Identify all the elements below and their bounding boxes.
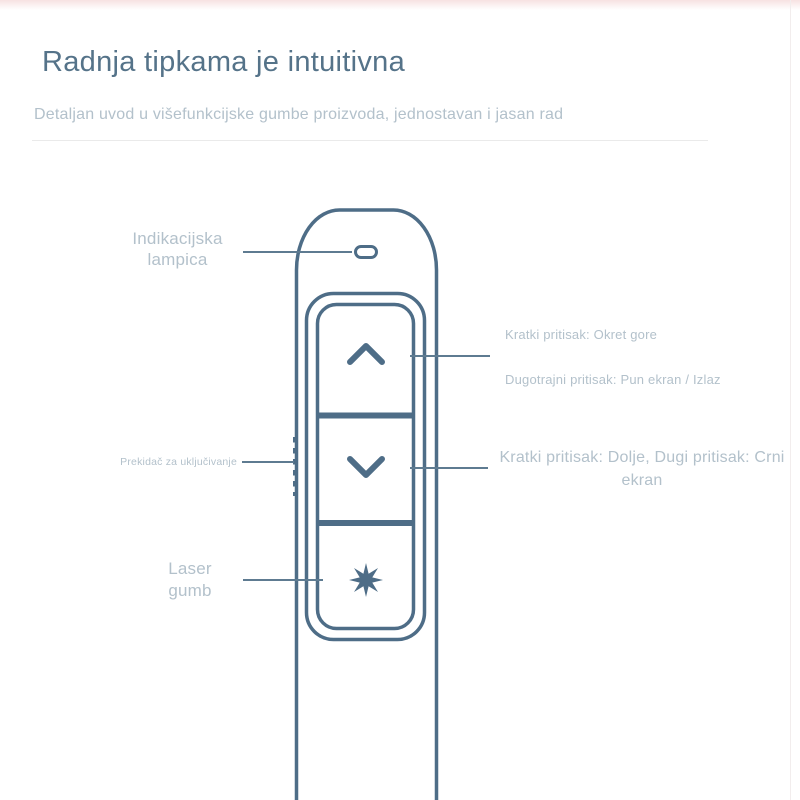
indicator-light-oval: [356, 247, 377, 258]
starburst-icon: [349, 563, 383, 597]
laser-button-label: Laser gumb: [168, 559, 212, 600]
chevron-down-icon: [350, 459, 382, 475]
down-button-label: Kratki pritisak: Dolje, Dugi pritisak: Crni ekran: [499, 449, 785, 489]
up-button-short-press-label: Kratki pritisak: Okret gore: [505, 327, 658, 342]
chevron-up-icon: [350, 346, 382, 362]
page-title: Radnja tipkama je intuitivna: [42, 46, 406, 78]
page-subtitle: Detaljan uvod u višefunkcijske gumbe proizvoda, jednostavan i jasan rad: [34, 106, 564, 123]
up-button-long-press-label: Dugotrajni pritisak: Pun ekran / Izlaz: [505, 372, 721, 387]
power-switch-label: Prekidač za uključivanje: [120, 456, 237, 468]
indicator-light-label: Indikacijska lampica: [132, 229, 223, 269]
